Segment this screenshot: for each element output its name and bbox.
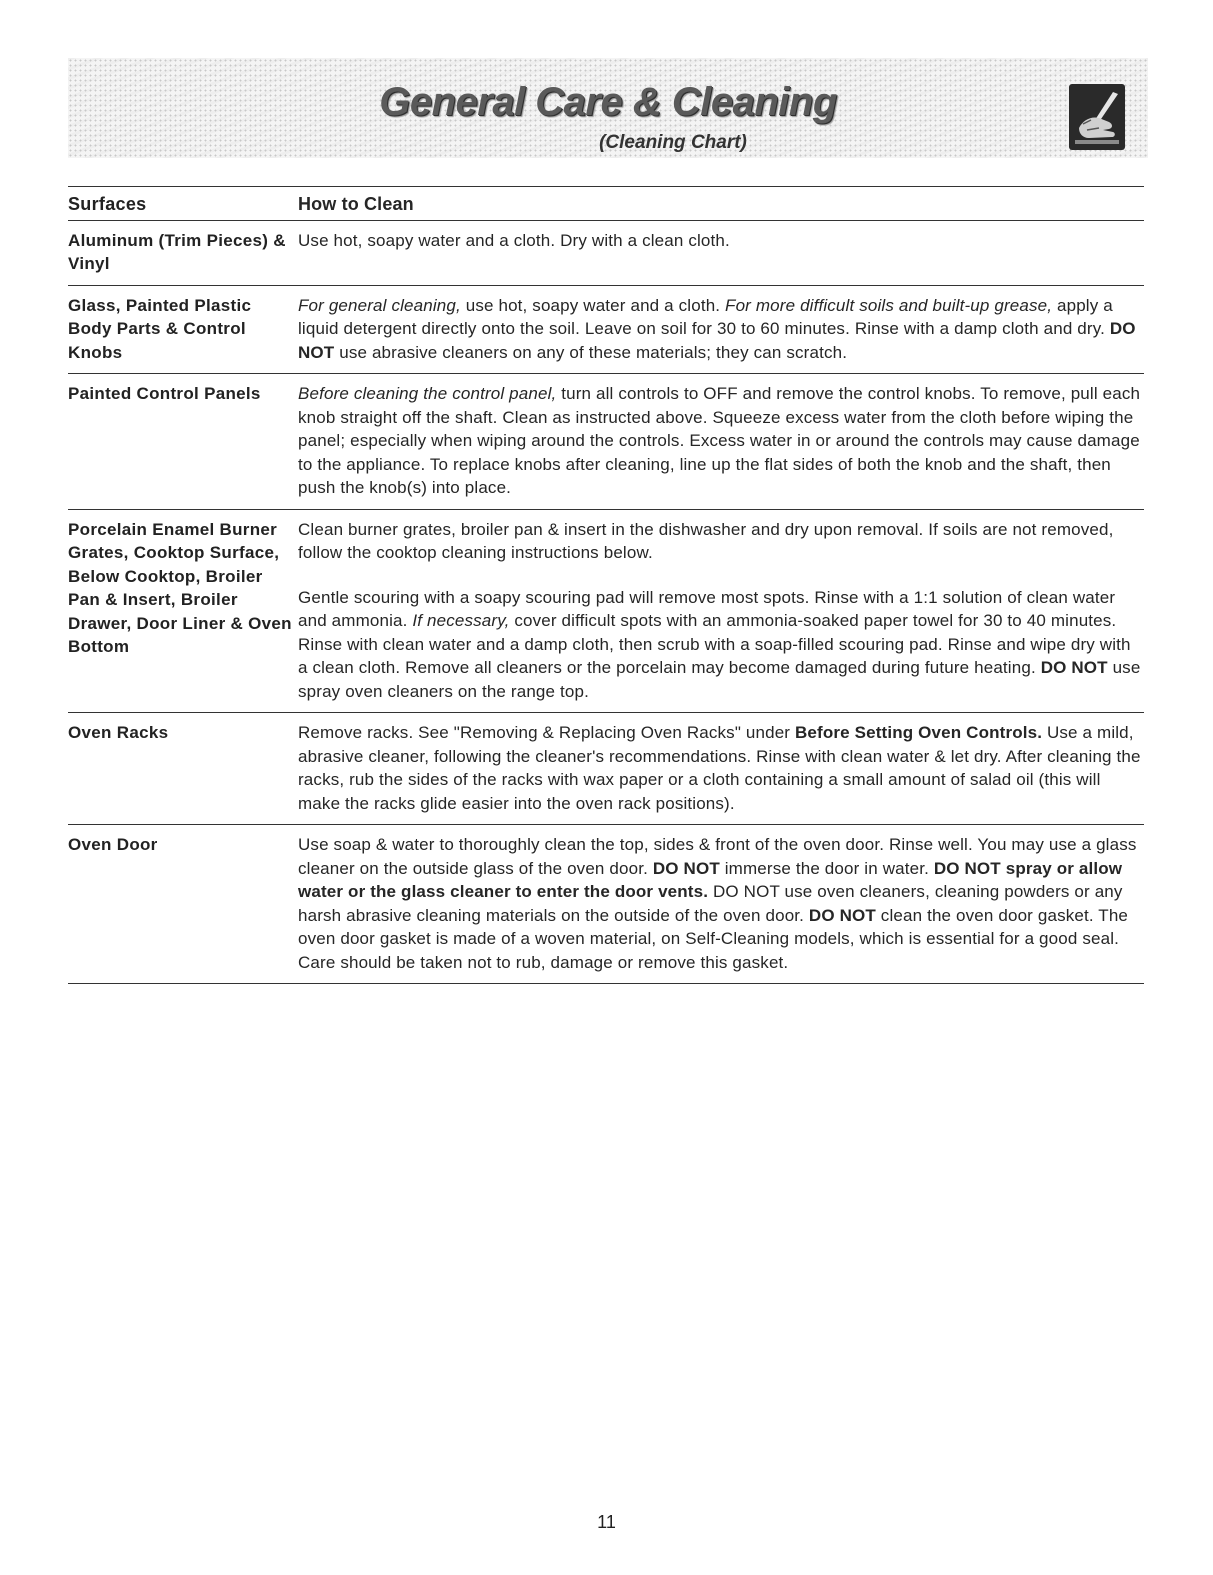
- bold-text: DO NOT: [298, 319, 1136, 362]
- page-number: 11: [597, 1512, 616, 1532]
- instruction-paragraph: [298, 586, 1144, 704]
- text-run: Use a mild, abrasive cleaner, following the cleaner's recommendations. Rinse with clean water & let dry. After cleaning the racks, rub the sides of the racks with wax paper or a cloth containing a small amount of salad oil (this will make the racks glide easier into the oven rack positions).: [298, 723, 1141, 813]
- table-body: [68, 221, 1144, 985]
- instruction-paragraph: [298, 382, 1144, 500]
- table-row: [68, 510, 1144, 714]
- italic-text: Before cleaning the control panel,: [298, 384, 557, 403]
- instruction-paragraph: [298, 833, 1144, 974]
- header-banner: [68, 58, 1148, 158]
- column-header-surfaces: Surfaces: [68, 194, 147, 214]
- how-to-clean-cell: [298, 833, 1144, 974]
- italic-text: If necessary,: [412, 611, 510, 630]
- table-row: [68, 221, 1144, 286]
- table-row: [68, 374, 1144, 510]
- surface-cell: Porcelain Enamel Burner Grates, Cooktop Surface, Below Cooktop, Broiler Pan & Insert, Broiler Drawer, Door Liner & Oven Bottom: [68, 519, 292, 656]
- how-to-clean-cell: [298, 294, 1144, 365]
- text-run: cover difficult spots with an ammonia-soaked paper towel for 30 to 40 minutes. Rinse with clean water and a damp cloth, then scrub with a soap-filled scouring pad. Rinse and wipe dry with a clean cloth. Remove all cleaners or the porcelain may become damaged during future heating.: [298, 611, 1131, 677]
- text-run: immerse the door in water.: [719, 858, 934, 878]
- table-header-row: [68, 187, 1144, 221]
- surface-cell: Oven Racks: [68, 723, 169, 742]
- text-run: Remove racks. See "Removing & Replacing Oven Racks" under: [298, 723, 795, 742]
- bold-text: DO NOT: [652, 858, 720, 878]
- text-run: Use soap & water to thoroughly clean the top, sides & front of the oven door. Rinse well. You may use a glass cleaner on the outside glass of the oven door.: [298, 835, 1137, 878]
- table-row: [68, 825, 1144, 984]
- column-header-how-to-clean: How to Clean: [298, 194, 414, 214]
- page-title: General Care & Cleaning: [379, 80, 837, 124]
- cleaning-chart-table: [68, 186, 1144, 984]
- instruction-paragraph: [298, 294, 1144, 365]
- how-to-clean-cell: [298, 721, 1144, 815]
- instruction-paragraph: [298, 518, 1144, 565]
- bold-text: DO NOT: [1040, 658, 1108, 677]
- text-run: use abrasive cleaners on any of these materials; they can scratch.: [334, 342, 848, 362]
- cleaning-hand-icon: [1069, 84, 1125, 150]
- surface-cell: Painted Control Panels: [68, 384, 261, 403]
- surface-cell: Oven Door: [68, 835, 158, 854]
- text-run: Gentle scouring with a soapy scouring pad will remove most spots. Rinse with a 1:1 solution of clean water and ammonia.: [298, 587, 1116, 630]
- bold-text: DO NOT: [808, 905, 876, 925]
- bold-text: Before Setting Oven Controls.: [795, 723, 1043, 742]
- text-run: Use hot, soapy water and a cloth. Dry with a clean cloth.: [298, 230, 730, 250]
- italic-text: For general cleaning,: [298, 295, 461, 315]
- how-to-clean-cell: [298, 229, 1144, 276]
- text-run: DO NOT use oven cleaners, cleaning powders or any harsh abrasive cleaning materials on the outside of the oven door.: [298, 882, 1123, 925]
- italic-text: For more difficult soils and built-up grease,: [725, 295, 1053, 315]
- page-subtitle: (Cleaning Chart): [599, 132, 747, 153]
- surface-cell: Aluminum (Trim Pieces) & Vinyl: [68, 230, 286, 273]
- text-run: use hot, soapy water and a cloth.: [460, 295, 726, 315]
- text-run: apply a liquid detergent directly onto the soil. Leave on soil for 30 to 60 minutes. Rinse with a damp cloth and dry.: [298, 295, 1113, 338]
- text-run: turn all controls to OFF and remove the control knobs. To remove, pull each knob straight off the shaft. Clean as instructed above. Squeeze excess water from the cloth before wiping the panel; especially when wiping around the controls. Excess water in or around the controls may cause damage to the appliance. To replace knobs after cleaning, line up the flat sides of both the knob and the shaft, then push the knob(s) into place.: [298, 384, 1141, 497]
- text-run: use spray oven cleaners on the range top.: [298, 658, 1141, 701]
- bold-text: DO NOT spray or allow water or the glass cleaner to enter the door vents.: [298, 858, 1123, 901]
- table-row: [68, 286, 1144, 375]
- text-run: Clean burner grates, broiler pan & insert in the dishwasher and dry upon removal. If soils are not removed, follow the cooktop cleaning instructions below.: [298, 519, 1114, 562]
- how-to-clean-cell: [298, 382, 1144, 500]
- surface-cell: Glass, Painted Plastic Body Parts & Control Knobs: [68, 295, 252, 362]
- instruction-paragraph: [298, 721, 1144, 815]
- instruction-paragraph: [298, 229, 1144, 253]
- how-to-clean-cell: [298, 518, 1144, 704]
- table-row: [68, 713, 1144, 825]
- text-run: clean the oven door gasket. The oven door gasket is made of a woven material, on Self-Cleaning models, which is essential for a good seal. Care should be taken not to rub, damage or remove this gasket.: [298, 905, 1129, 972]
